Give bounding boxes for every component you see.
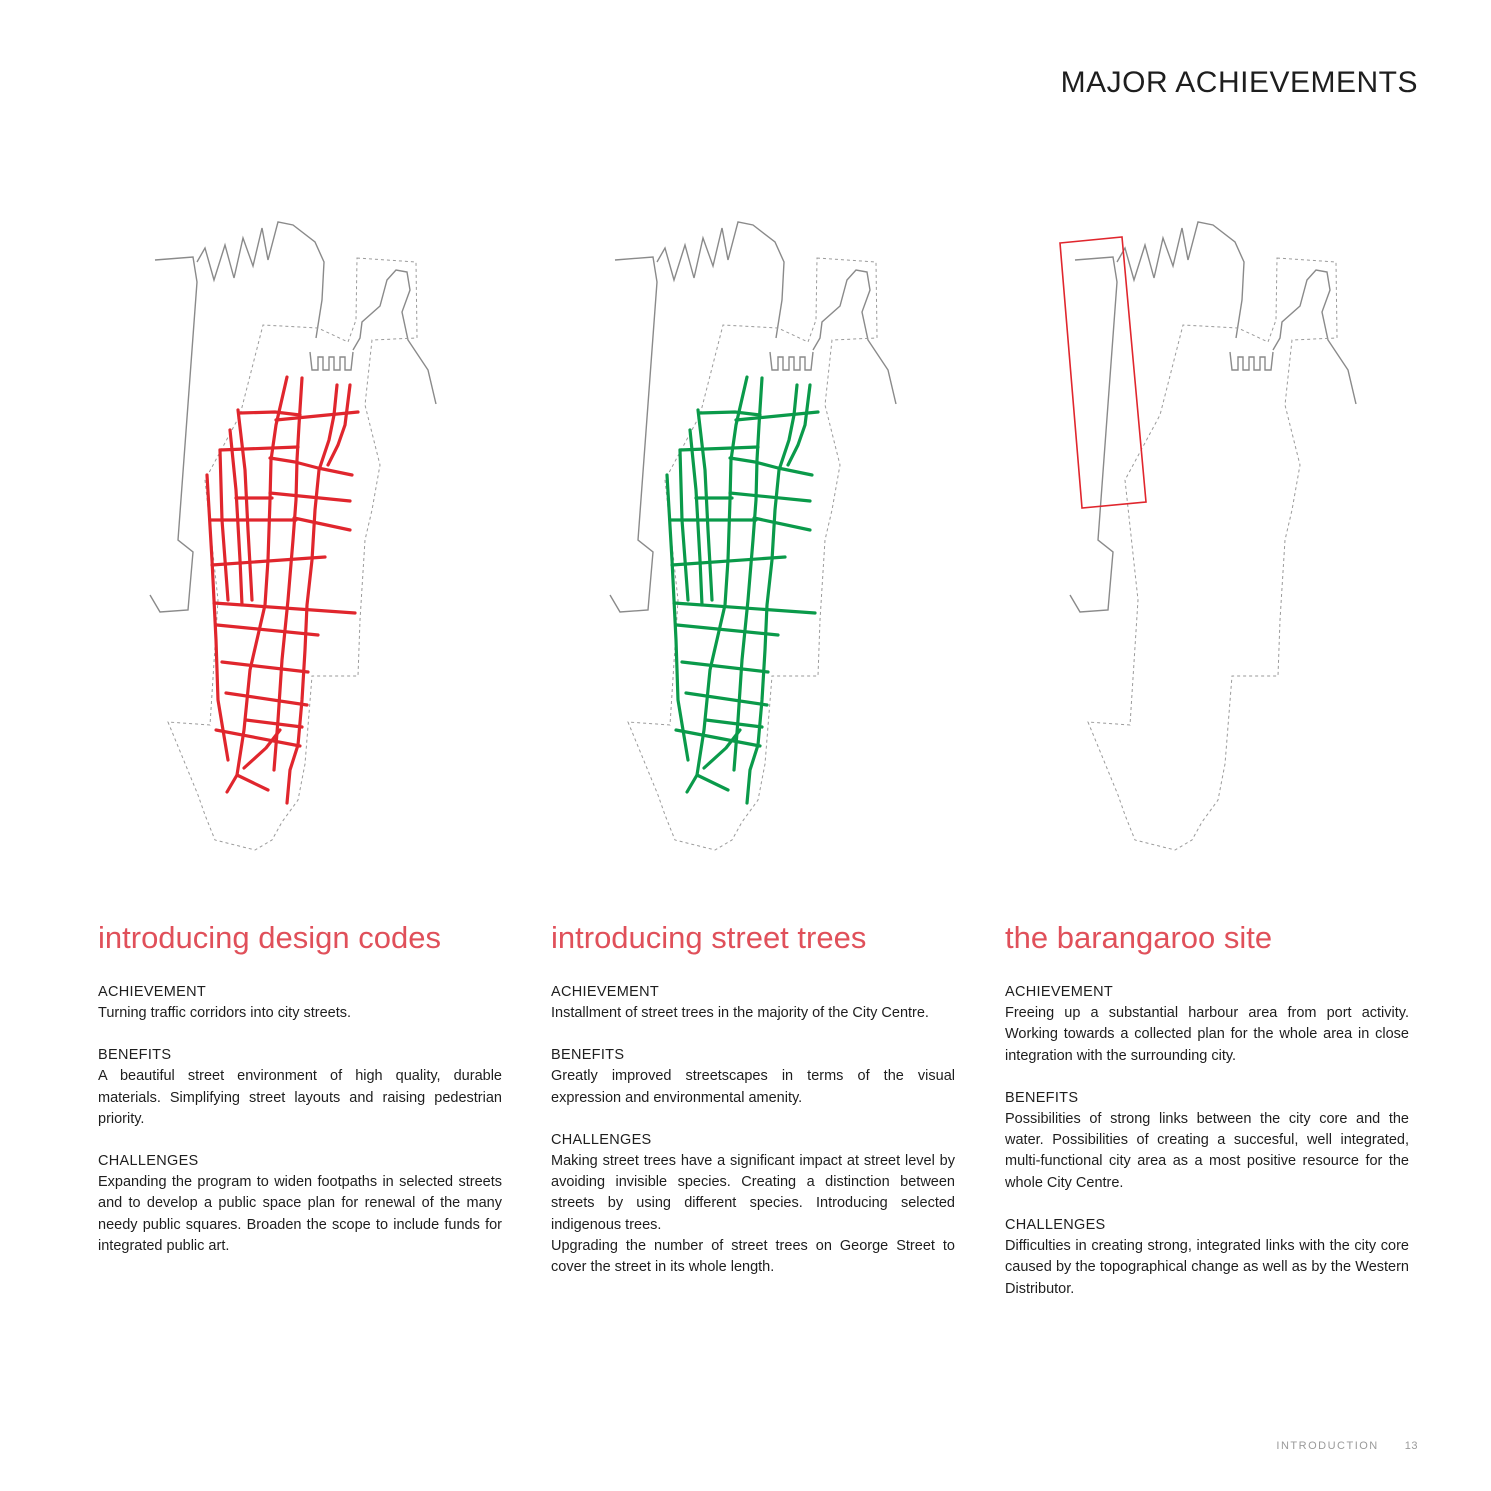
column-street-trees (551, 920, 955, 1300)
section-text: Turning traffic corridors into city streets. (98, 1005, 352, 1021)
page-footer (1276, 1440, 1418, 1452)
page-number: 13 (1404, 1440, 1418, 1452)
section-heading: BENEFITS (551, 1047, 625, 1064)
section-text: Installment of street trees in the majority of the City Centre. (551, 1005, 929, 1021)
column-title: the barangaroo site (1005, 920, 1273, 955)
column-barangaroo (1005, 920, 1409, 1321)
page-title: MAJOR ACHIEVEMENTS (1060, 66, 1418, 99)
section-text: Expanding the program to widen footpaths in selected streets and to develop a public space plan for renewal of the many needy public squares. Broaden the scope to include funds for integrated public art. (98, 1174, 502, 1255)
section-text: Greatly improved streetscapes in terms of the visual expression and environmental amenity. (551, 1068, 955, 1106)
section-text: Upgrading the number of street trees on George Street to cover the street in its whole length. (551, 1238, 955, 1276)
section-benefits (98, 1045, 502, 1130)
section-challenges (98, 1151, 502, 1257)
footer-section-label: INTRODUCTION (1276, 1440, 1379, 1452)
column-design-codes (98, 920, 502, 1278)
section-achievement (98, 982, 502, 1024)
section-challenges (551, 1130, 955, 1279)
section-heading: ACHIEVEMENT (551, 984, 660, 1000)
map-design-codes (150, 222, 436, 850)
section-heading: ACHIEVEMENT (1005, 984, 1114, 1000)
section-benefits (1005, 1088, 1409, 1194)
section-heading: CHALLENGES (98, 1153, 199, 1170)
section-text: Possibilities of strong links between the city core and the water. Possibilities of creating a succesful, well integrated, multi-functional city area as a most positive resource for the whole City Centre. (1005, 1110, 1409, 1191)
section-heading: BENEFITS (1005, 1089, 1079, 1106)
section-benefits (551, 1045, 955, 1109)
section-text: A beautiful street environment of high quality, durable materials. Simplifying street layouts and raising pedestrian priority. (98, 1068, 502, 1127)
column-title: introducing street trees (551, 920, 867, 955)
column-title: introducing design codes (98, 920, 441, 955)
section-achievement (1005, 982, 1409, 1067)
section-text: Making street trees have a significant impact at street level by avoiding invisible species. Creating a distinction between streets by using different species. Introducing selected indigenous trees. (551, 1152, 955, 1233)
section-heading: CHALLENGES (1005, 1217, 1106, 1234)
section-heading: ACHIEVEMENT (98, 984, 207, 1000)
section-challenges (1005, 1215, 1409, 1300)
section-text: Freeing up a substantial harbour area from port activity. Working towards a collected plan for the whole area in close integration with the surrounding city. (1005, 1005, 1409, 1064)
red-street-network (207, 377, 358, 803)
section-heading: CHALLENGES (551, 1131, 652, 1148)
map-street-trees (610, 222, 896, 850)
green-street-network (667, 377, 818, 803)
section-heading: BENEFITS (98, 1047, 172, 1064)
map-barangaroo (1060, 222, 1356, 850)
section-achievement (551, 982, 955, 1024)
section-text: Difficulties in creating strong, integrated links with the city core caused by the topographical change as well as by the Western Distributor. (1005, 1238, 1409, 1297)
